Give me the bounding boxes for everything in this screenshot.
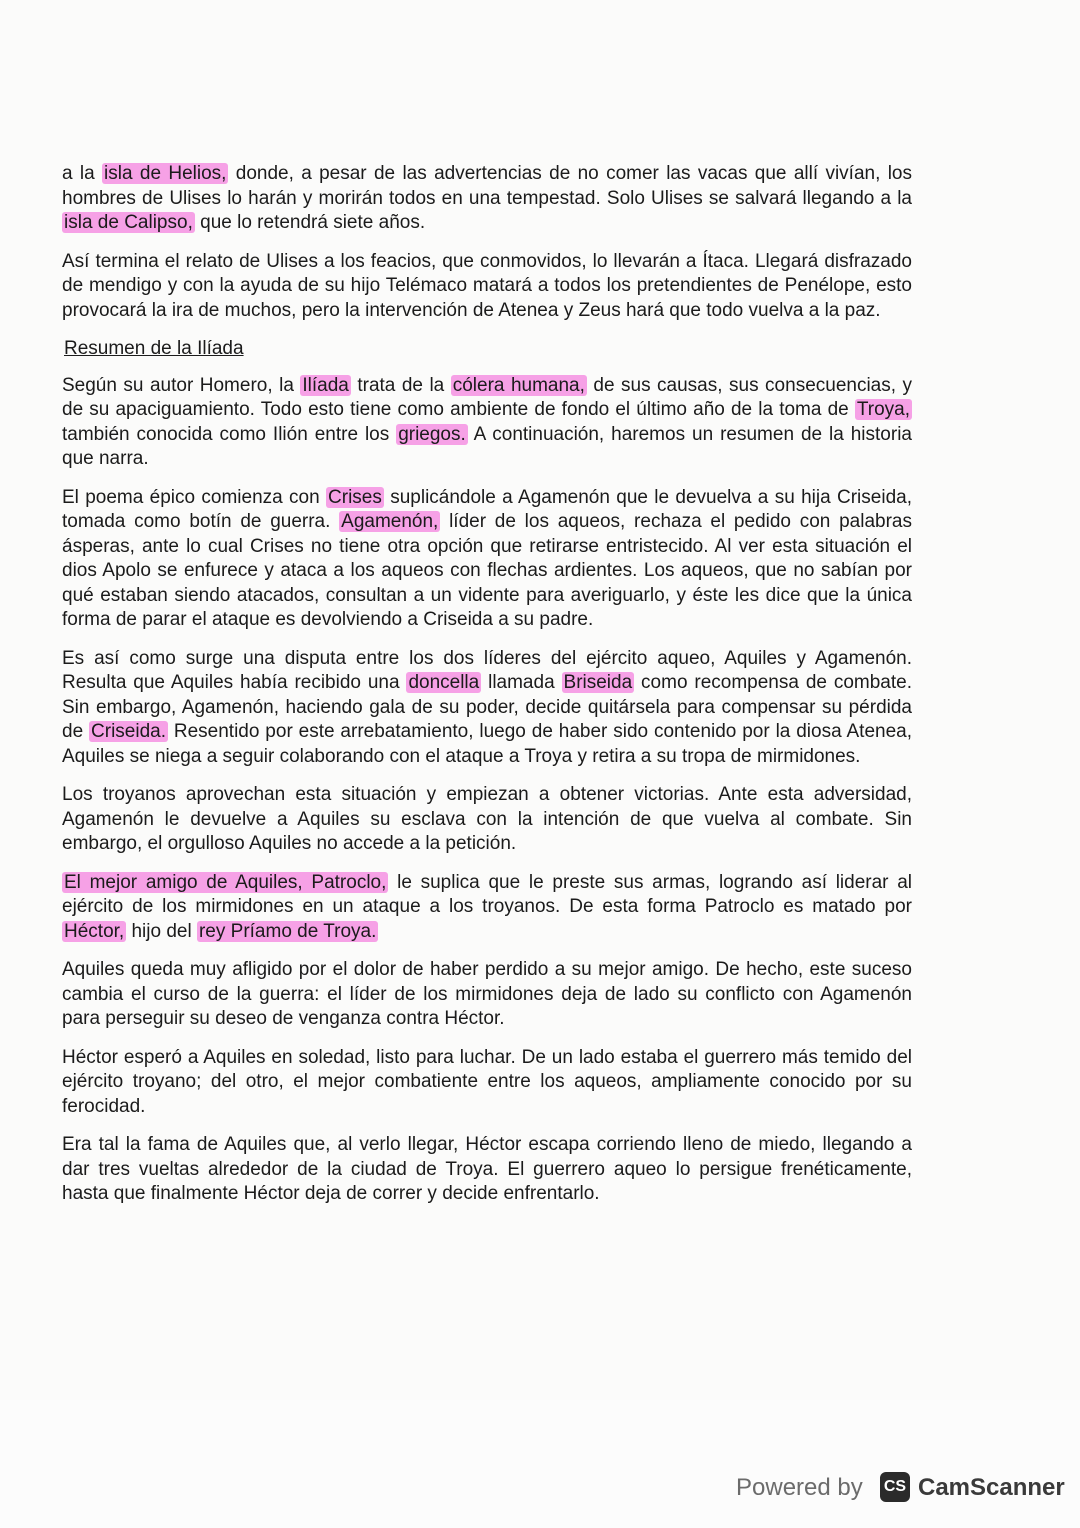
text-run: A continuación, haremos un resumen de la historia que narra. bbox=[62, 423, 912, 469]
highlight: Criseida. bbox=[91, 721, 166, 742]
text-run: líder de los aqueos, rechaza el pedido con palabras ásperas, ante lo cual Crises no tiene otra opción que retirarse entristecido. Al ver esta situación el dios Apolo se enfurece y ataca a los aqueos con flechas ardientes. Los aqueos, que no sabían por qué estaban siendo atacados, consultan a un vidente para averiguarlo, y éste les dice que la única forma de parar el ataque es devolviendo a Criseida a su padre. bbox=[62, 511, 912, 630]
paragraph-10: Era tal la fama de Aquiles que, al verlo llegar, Héctor escapa corriendo lleno de miedo, llegando a dar tres vueltas alrededor de la ciudad de Troya. El guerrero aqueo lo persigue frenéticamente, hasta que finalmente Héctor deja de correr y decide enfrentarlo. bbox=[62, 1134, 912, 1204]
paragraph-7 bbox=[62, 871, 912, 945]
text-run: de sus causas, sus consecuencias, y de su apaciguamiento. Todo esto tiene como ambiente de fondo el último año de la toma de bbox=[62, 374, 913, 420]
highlight: Agamenón, bbox=[341, 511, 439, 532]
paragraph-8: Aquiles queda muy afligido por el dolor de haber perdido a su mejor amigo. De hecho, este suceso cambia el curso de la guerra: el líder de los mirmidones deja de lado su conflicto con Agamenón para perseguir su deseo de venganza contra Héctor. bbox=[62, 959, 912, 1029]
text-run: Resentido por este arrebatamiento, luego de haber sido contenido por la diosa Atenea, Aquiles se niega a seguir colaborando con el ataque a Troya y retira a su tropa de mirmidones. bbox=[62, 721, 912, 767]
section-heading: Resumen de la Ilíada bbox=[64, 338, 244, 359]
paragraph-2: Así termina el relato de Ulises a los feacios, que conmovidos, lo llevarán a Ítaca. Llegará disfrazado de mendigo y con la ayuda de su hijo Telémaco matará a todos los pretendientes de Penélope, esto provocará la ira de muchos, pero la intervención de Atenea y Zeus hará que todo vuelva a la paz. bbox=[62, 250, 912, 321]
highlight: Briseida bbox=[563, 672, 633, 693]
highlight: Troya, bbox=[856, 399, 910, 420]
powered-by-label: Powered by bbox=[736, 1474, 863, 1501]
text-run: Es así como surge una disputa entre los dos líderes del ejército aqueo, Aquiles y Agamenón. Resulta que Aquiles había recibido una bbox=[62, 647, 912, 693]
text-run: le suplica que le preste sus armas, logrando así liderar al ejército de los mirmidones en un ataque a los troyanos. De esta forma Patroclo es matado por bbox=[62, 871, 912, 917]
paragraph-5 bbox=[62, 647, 912, 770]
camscanner-logo-icon: CS bbox=[880, 1472, 910, 1502]
text-run: Según su autor Homero, la bbox=[62, 374, 301, 396]
text-run: llamada bbox=[481, 672, 562, 693]
text-run: que lo retendrá siete años. bbox=[194, 212, 426, 233]
camscanner-brand: CamScanner bbox=[918, 1474, 1065, 1501]
paragraph-4 bbox=[62, 486, 912, 633]
highlight: doncella bbox=[408, 672, 480, 693]
paragraph-6: Los troyanos aprovechan esta situación y empiezan a obtener victorias. Ante esta adversidad, Agamenón le devuelve a Aquiles su esclava con la intención de que vuelva al combate. Sin embargo, el orgulloso Aquiles no accede a la petición. bbox=[62, 784, 912, 854]
highlight: Ilíada bbox=[302, 374, 349, 396]
text-run: El poema épico comienza con bbox=[62, 486, 327, 508]
highlight: isla de Helios, bbox=[104, 163, 227, 184]
footer-bar bbox=[0, 1400, 1080, 1528]
text-run: trata de la bbox=[350, 374, 451, 396]
highlight: rey Príamo de Troya. bbox=[198, 920, 377, 942]
text-run: como recompensa de combate. Sin embargo, Agamenón, haciendo gala de su poder, decide quitársela para compensar su pérdida de bbox=[62, 672, 912, 742]
highlight: cólera humana, bbox=[452, 374, 585, 396]
text-run: hijo del bbox=[126, 920, 197, 942]
highlight: griegos. bbox=[398, 423, 466, 445]
paragraph-1 bbox=[62, 162, 912, 236]
text-run: también conocida como Ilión entre los bbox=[62, 423, 397, 445]
highlight: Héctor, bbox=[64, 920, 125, 942]
highlight: isla de Calipso, bbox=[64, 212, 193, 233]
highlight: Crises bbox=[328, 486, 382, 508]
text-run: donde, a pesar de las advertencias de no comer las vacas que allí vivían, los hombres de Ulises lo harán y morirán todos en una tempestad. Solo Ulises se salvará llegando a la bbox=[62, 163, 912, 209]
paragraph-9: Héctor esperó a Aquiles en soledad, listo para luchar. De un lado estaba el guerrero más temido del ejército troyano; del otro, el mejor combatiente entre los aqueos, ampliamente conocido por su ferocidad. bbox=[62, 1046, 912, 1117]
text-run: suplicándole a Agamenón que le devuelva a su hija Criseida, tomada como botín de guerra. bbox=[62, 486, 912, 532]
document-body bbox=[62, 162, 912, 1221]
highlight: El mejor amigo de Aquiles, Patroclo, bbox=[64, 871, 387, 893]
text-run: a la bbox=[62, 163, 103, 184]
paragraph-3 bbox=[62, 374, 912, 472]
